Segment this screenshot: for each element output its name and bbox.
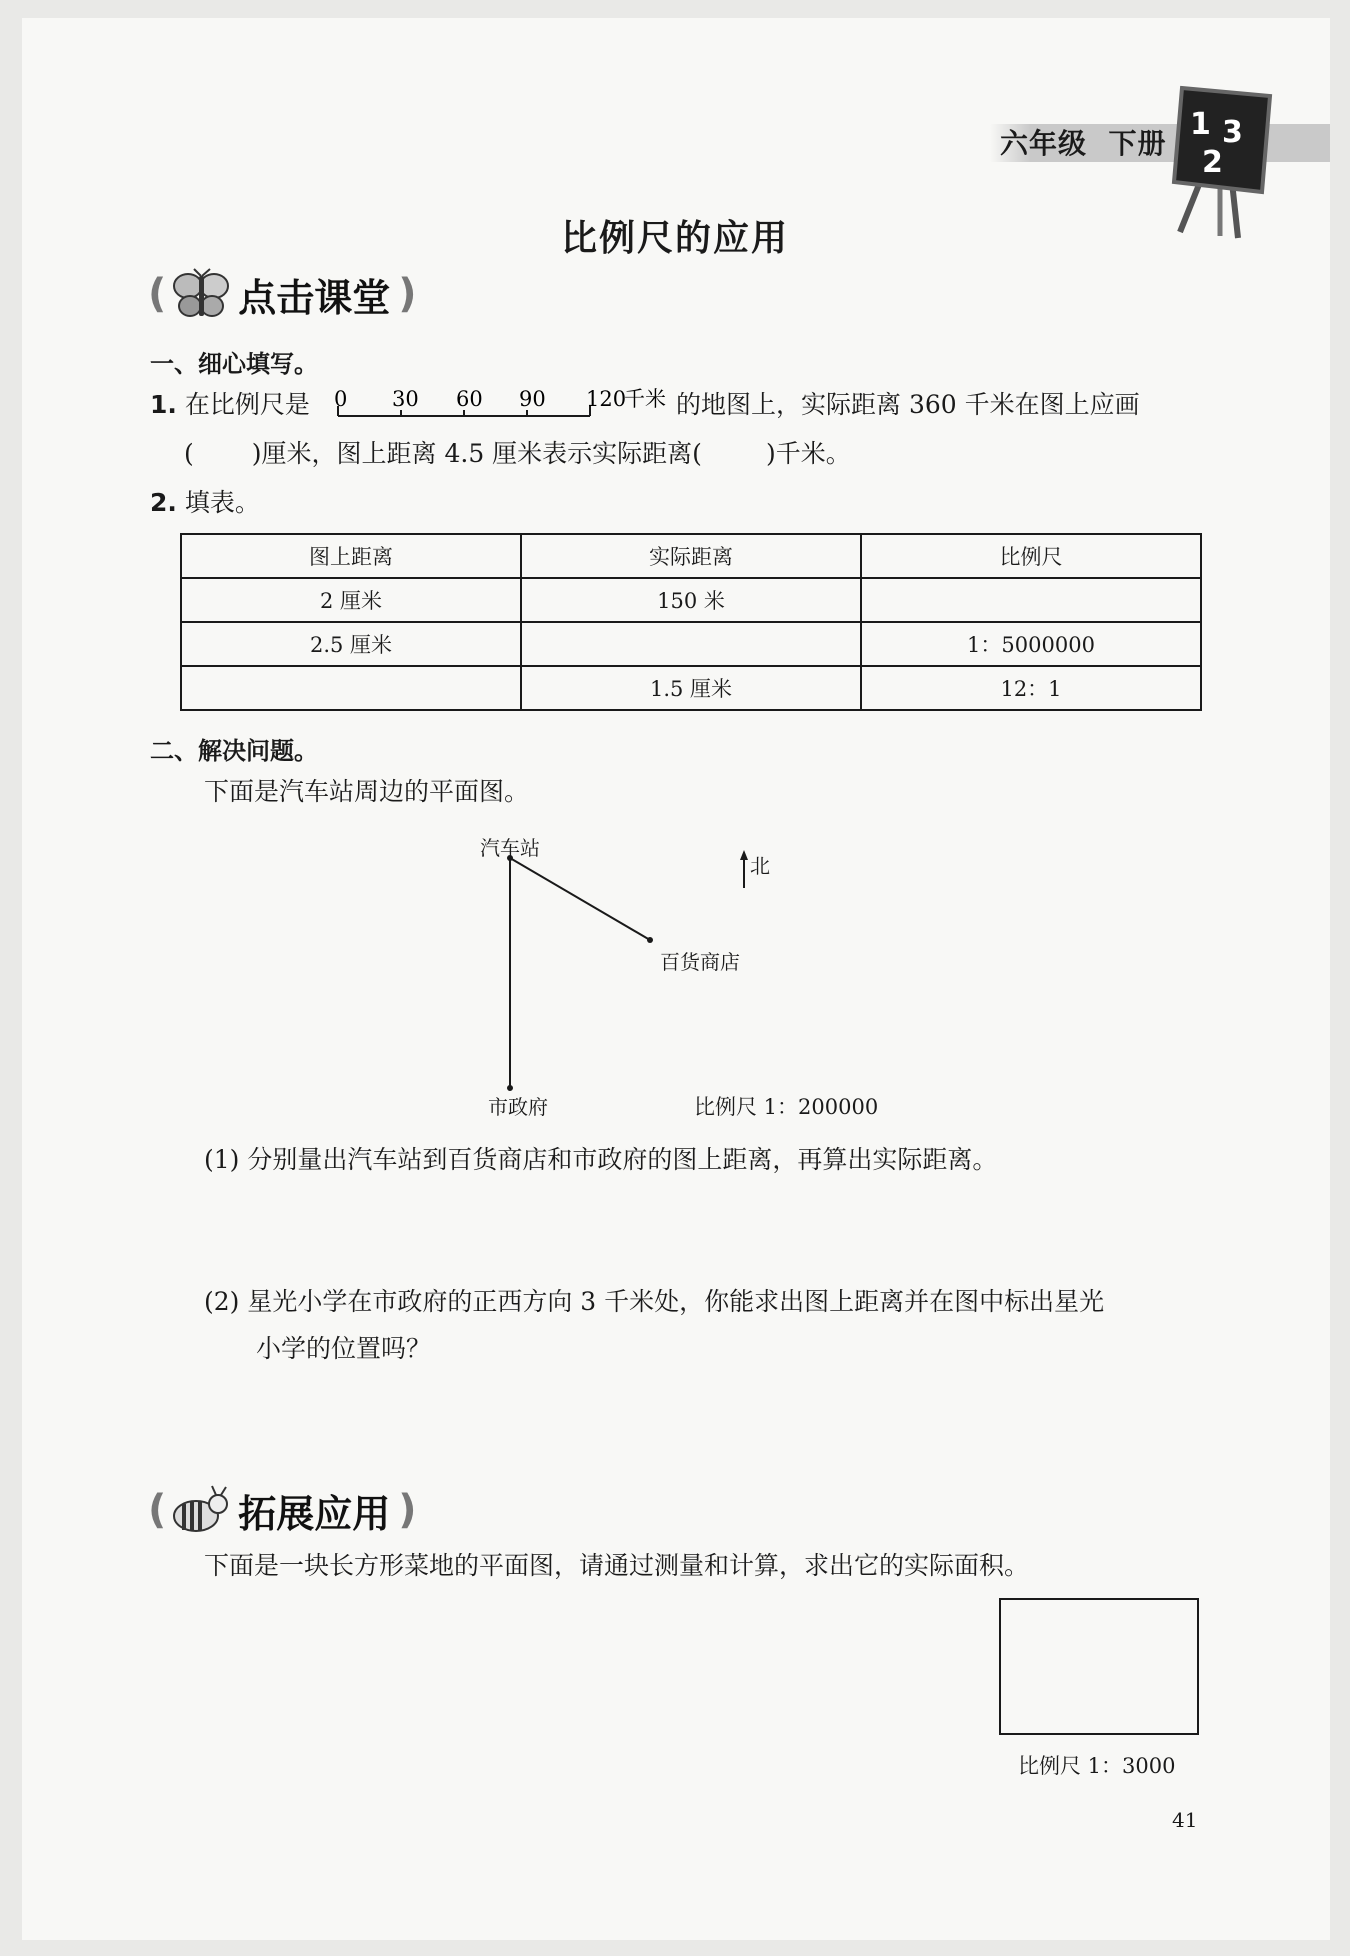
extension-question: 下面是一块长方形菜地的平面图，请通过测量和计算，求出它的实际面积。 bbox=[204, 1551, 1030, 1580]
page-number: 41 bbox=[1172, 1808, 1198, 1832]
table-cell: 150 米 bbox=[521, 578, 861, 622]
field-scale-label: 比例尺 1：3000 bbox=[1018, 1754, 1176, 1778]
scale-tick-label: 90 bbox=[519, 387, 546, 411]
section-badge-text: 点击课堂 bbox=[238, 275, 391, 320]
table-cell: 2 厘米 bbox=[181, 578, 521, 622]
label-store: 百货商店 bbox=[660, 950, 740, 974]
question-number: 1. bbox=[150, 390, 177, 419]
bus-station-map bbox=[470, 828, 890, 1128]
table-row bbox=[181, 666, 1201, 710]
table-header-cell: 比例尺 bbox=[861, 534, 1201, 578]
part1-heading: 一、细心填写。 bbox=[150, 350, 318, 378]
butterfly-icon bbox=[170, 268, 232, 320]
question-1-line1 bbox=[150, 390, 310, 420]
grade-text: 六年级 bbox=[1000, 127, 1088, 160]
question-1-line2 bbox=[184, 439, 851, 469]
table-row bbox=[181, 578, 1201, 622]
part2-heading: 二、解决问题。 bbox=[150, 737, 318, 765]
vegetable-field-rectangle bbox=[999, 1598, 1199, 1735]
table-cell-blank[interactable] bbox=[861, 578, 1201, 622]
bracket-right-icon: ) bbox=[398, 271, 417, 317]
sub-question-1: (1) 分别量出汽车站到百货商店和市政府的图上距离，再算出实际距离。 bbox=[204, 1145, 998, 1174]
question-1-text-a: 在比例尺是 bbox=[184, 390, 310, 419]
label-north: 北 bbox=[750, 854, 770, 878]
scale-unit-label: 千米 bbox=[624, 387, 666, 411]
board-digit-3: 3 bbox=[1222, 115, 1243, 150]
blank-open: ( bbox=[184, 439, 194, 468]
section-badge-text: 拓展应用 bbox=[238, 1491, 391, 1536]
table-header-cell: 实际距离 bbox=[521, 534, 861, 578]
table-cell-blank[interactable] bbox=[521, 622, 861, 666]
bracket-right-icon: ) bbox=[398, 1487, 417, 1533]
line-scale-diagram bbox=[334, 384, 674, 420]
board-digit-2: 2 bbox=[1202, 145, 1223, 180]
scale-tick-label: 30 bbox=[392, 387, 419, 411]
fill-in-table bbox=[180, 533, 1202, 711]
store-point bbox=[647, 937, 653, 943]
section-badge-extension bbox=[148, 1484, 417, 1536]
table-cell: 2.5 厘米 bbox=[181, 622, 521, 666]
bracket-left-icon: ( bbox=[148, 271, 167, 317]
map-scale-label: 比例尺 1：200000 bbox=[694, 1095, 879, 1119]
bee-icon bbox=[170, 1484, 232, 1536]
question-1-text-c: )厘米，图上距离 4.5 厘米表示实际距离( bbox=[251, 439, 702, 468]
table-cell-blank[interactable] bbox=[181, 666, 521, 710]
label-bus-station: 汽车站 bbox=[480, 836, 540, 860]
scale-tick-label: 0 bbox=[334, 387, 348, 411]
map-intro: 下面是汽车站周边的平面图。 bbox=[204, 777, 530, 806]
scale-tick-label: 120 bbox=[586, 387, 627, 411]
label-city-hall: 市政府 bbox=[488, 1095, 548, 1119]
table-row bbox=[181, 622, 1201, 666]
bracket-left-icon: ( bbox=[148, 1487, 167, 1533]
table-header-cell: 图上距离 bbox=[181, 534, 521, 578]
question-1-text-d: )千米。 bbox=[765, 439, 851, 468]
grade-label bbox=[1000, 122, 1167, 162]
section-badge-classroom bbox=[148, 268, 417, 320]
question-2-line bbox=[150, 488, 260, 518]
volume-text: 下册 bbox=[1108, 127, 1167, 160]
road-to-store bbox=[510, 858, 650, 940]
sub-question-2-line2: 小学的位置吗？ bbox=[256, 1334, 432, 1363]
sub-question-2-line1: (2) 星光小学在市政府的正西方向 3 千米处，你能求出图上距离并在图中标出星光 bbox=[204, 1287, 1105, 1316]
north-arrowhead-icon bbox=[740, 850, 748, 860]
question-1-text-b: 的地图上，实际距离 360 千米在图上应画 bbox=[676, 390, 1140, 419]
table-header-row bbox=[181, 534, 1201, 578]
question-2-text: 填表。 bbox=[184, 488, 260, 517]
table-cell: 1.5 厘米 bbox=[521, 666, 861, 710]
table-cell: 1：5000000 bbox=[861, 622, 1201, 666]
board-digit-1: 1 bbox=[1190, 107, 1211, 142]
page-title: 比例尺的应用 bbox=[560, 218, 789, 259]
scale-tick-label: 60 bbox=[456, 387, 483, 411]
question-number: 2. bbox=[150, 488, 177, 517]
table-cell: 12：1 bbox=[861, 666, 1201, 710]
